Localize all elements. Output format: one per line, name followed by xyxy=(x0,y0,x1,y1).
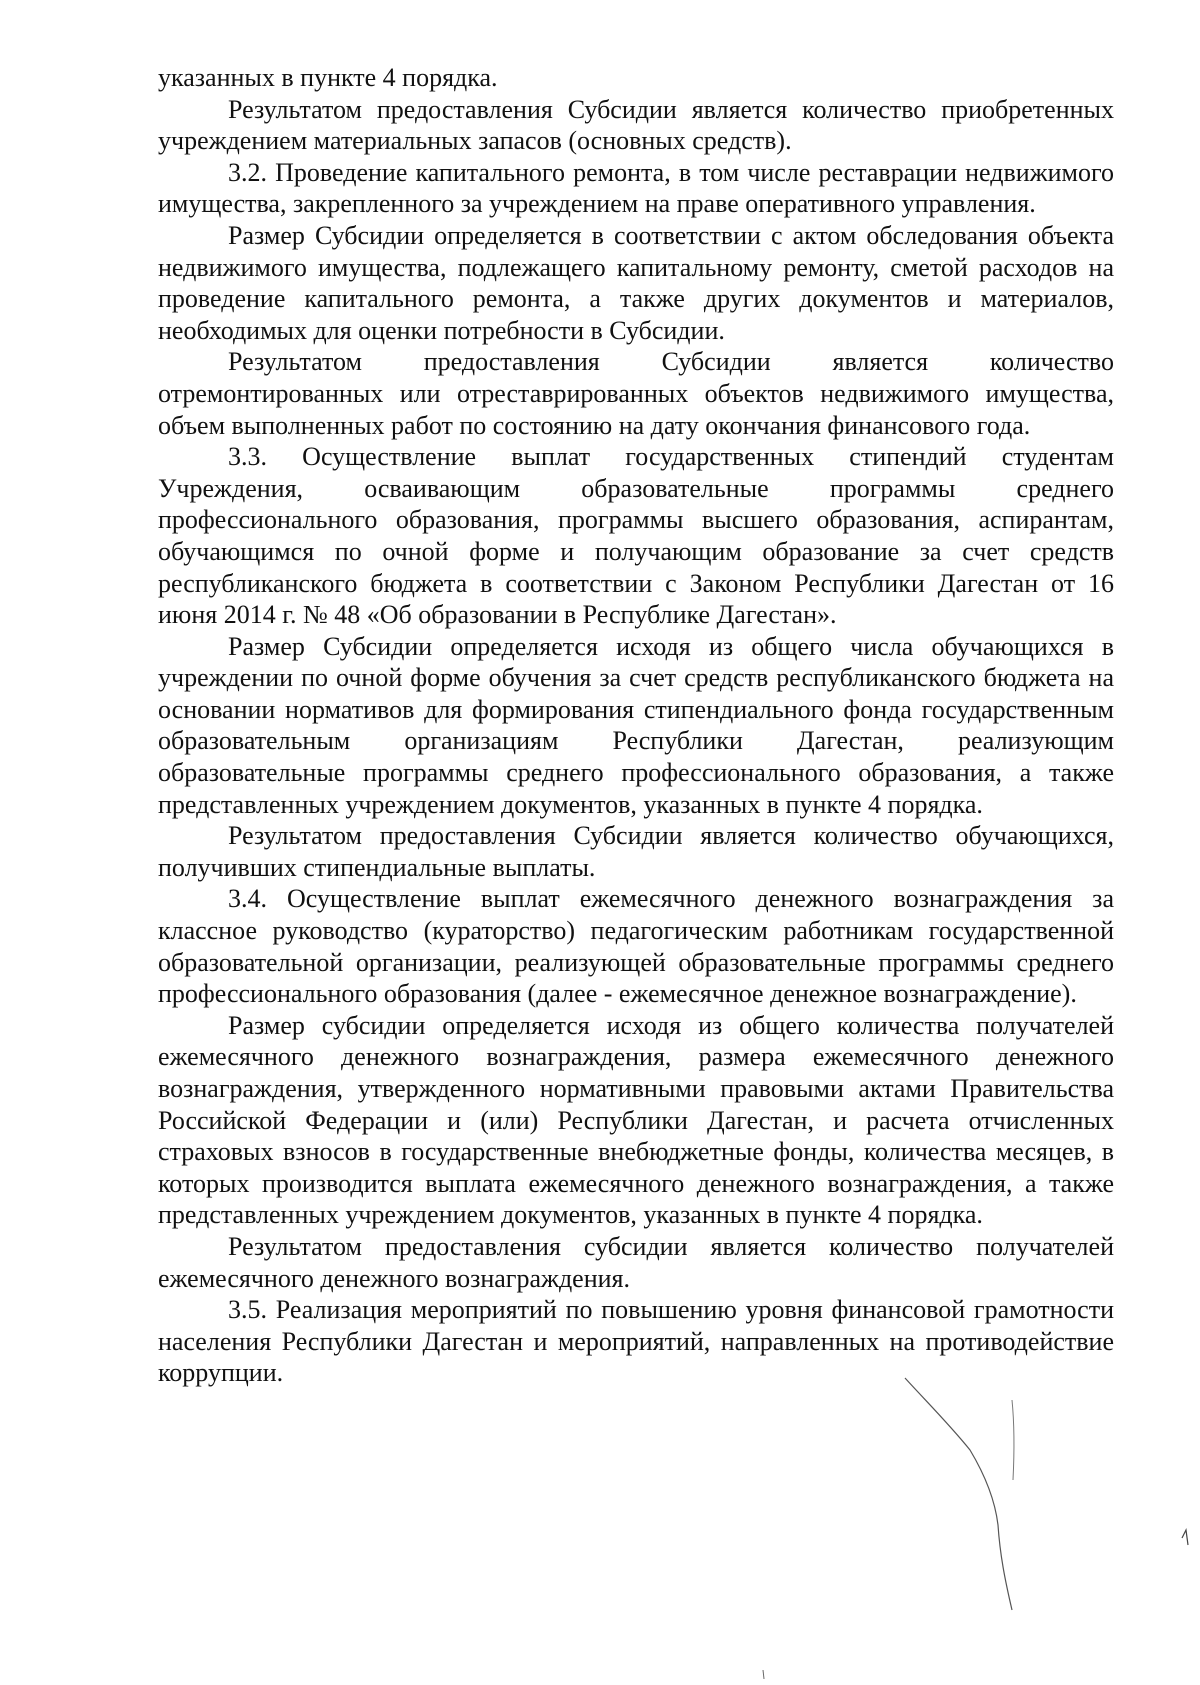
paragraph-continuation: указанных в пункте 4 порядка. xyxy=(158,63,498,92)
pen-stroke-mark xyxy=(1182,1530,1188,1545)
document-body xyxy=(158,62,1114,1389)
paragraph-result-scholarships: Результатом предоставления Субсидии является количество обучающихся, получивших стипендиальные выплаты. xyxy=(158,821,1114,882)
paragraph-3-4-monthly-reward: 3.4. Осуществление выплат ежемесячного денежного вознаграждения за классное руководство (кураторство) педагогическим работникам государственной образовательной организации, реализующей образовательные программы среднего профессионального образования (далее - ежемесячное денежное вознаграждение). xyxy=(158,884,1114,1009)
paragraph-result-reward: Результатом предоставления субсидии является количество получателей ежемесячного денежного вознаграждения. xyxy=(158,1231,1114,1293)
paragraph-result-repair: Результатом предоставления Субсидии является количество отремонтированных или отреставрированных объектов недвижимого имущества, объем выполненных работ по состоянию на дату окончания финансового года. xyxy=(158,347,1114,440)
paragraph-subsidy-size-repair: Размер Субсидии определяется в соответствии с актом обследования объекта недвижимого имущества, подлежащего капитальному ремонту, сметой расходов на проведение капитального ремонта, а также других документов и материалов, необходимых для оценки потребности в Субсидии. xyxy=(158,220,1114,345)
paragraph-result-materials: Результатом предоставления Субсидии является количество приобретенных учреждением материальных запасов (основных средств). xyxy=(158,94,1114,156)
paragraph-subsidy-size-reward: Размер субсидии определяется исходя из общего количества получателей ежемесячного денежного вознаграждения, размера ежемесячного денежного вознаграждения, утвержденного нормативными правовыми актами Правительства Российской Федерации и (или) Республики Дагестан, и расчета отчисленных страховых взносов в государственные внебюджетные фонды, количества месяцев, в которых производится выплата ежемесячного денежного вознаграждения, а также представленных учреждением документов, указанных в пункте 4 порядка. xyxy=(158,1010,1114,1230)
pen-stroke-mark xyxy=(1012,1400,1014,1480)
pen-stroke-mark xyxy=(763,1670,764,1679)
paragraph-3-3-scholarships: 3.3. Осуществление выплат государственных стипендий студентам Учреждения, осваивающим образовательные программы среднего профессионального образования, программы высшего образования, аспирантам, обучающимся по очной форме и получающим образование за счет средств республиканского бюджета в соответствии с Законом Республики Дагестан от 16 июня 2014 г. № 48 «Об образовании в Республике Дагестан». xyxy=(158,442,1114,630)
pen-stroke-mark xyxy=(905,1378,1012,1610)
paragraph-3-2-capital-repair: 3.2. Проведение капитального ремонта, в том числе реставрации недвижимого имущества, закрепленного за учреждением на праве оперативного управления. xyxy=(158,157,1114,219)
paragraph-3-5-financial-literacy: 3.5. Реализация мероприятий по повышению уровня финансовой грамотности населения Республики Дагестан и мероприятий, направленных на противодействие коррупции. xyxy=(158,1295,1114,1388)
paragraph-subsidy-size-scholarships: Размер Субсидии определяется исходя из общего числа обучающихся в учреждении по очной форме обучения за счет средств республиканского бюджета на основании нормативов для формирования стипендиального фонда государственным образовательным организациям Республики Дагестан, реализующим образовательные программы среднего профессионального образования, а также представленных учреждением документов, указанных в пункте 4 порядка. xyxy=(158,631,1114,819)
